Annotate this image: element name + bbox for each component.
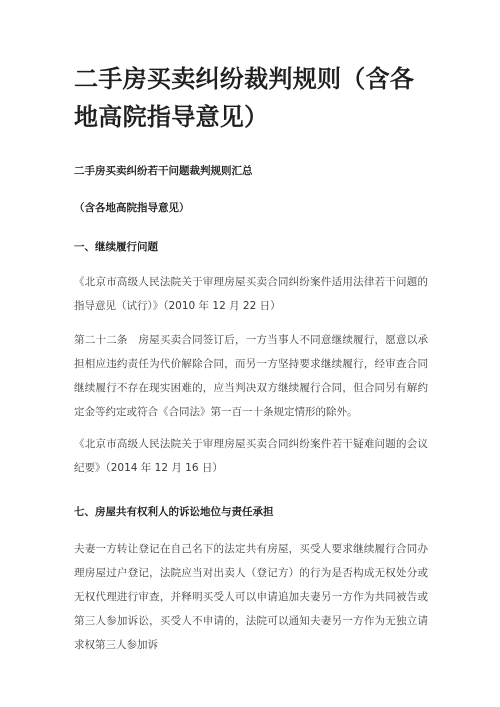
source-citation-2014: 《北京市高级人民法院关于审理房屋买卖合同纠纷案件若干疑难问题的会议纪要》（2014 年 12 月 16 日） (74, 438, 428, 474)
co-owner-paragraph: 夫妻一方转让登记在自己名下的法定共有房屋，买受人要求继续履行合同办理房屋过户登记，法院应当对出卖人（登记方）的行为是否构成无权处分或无权代理进行审查，并释明买受人可以申请追加夫妻另一方作为共同被告或第三人参加诉讼，买受人不申请的，法院可以通知夫妻另一方作为无独立请求权第三人参加诉 (74, 543, 428, 651)
section-heading-co-owner: 七、房屋共有权利人的诉讼地位与责任承担 (74, 506, 274, 518)
section-heading-continue-performance: 一、继续履行问题 (74, 241, 158, 253)
document-subtitle-note: （含各地高院指导意见） (74, 202, 190, 214)
source-citation-2010: 《北京市高级人民法院关于审理房屋买卖合同纠纷案件适用法律若干问题的指导意见（试行）》（2010 年 12 月 22 日） (74, 276, 428, 312)
document-title: 二手房买卖纠纷裁判规则（含各地高院指导意见） (74, 65, 415, 131)
article-22-paragraph: 第二十二条 房屋买卖合同签订后，一方当事人不同意继续履行，愿意以承担相应违约责任为代价解除合同，而另一方坚持要求继续履行，经审查合同继续履行不存在现实困难的，应当判决双方继续履行合同，但合同另有解约定金等约定或符合《合同法》第一百一十条规定情形的除外。 (74, 334, 428, 418)
document-subtitle: 二手房买卖纠纷若干问题裁判规则汇总 (74, 165, 253, 177)
